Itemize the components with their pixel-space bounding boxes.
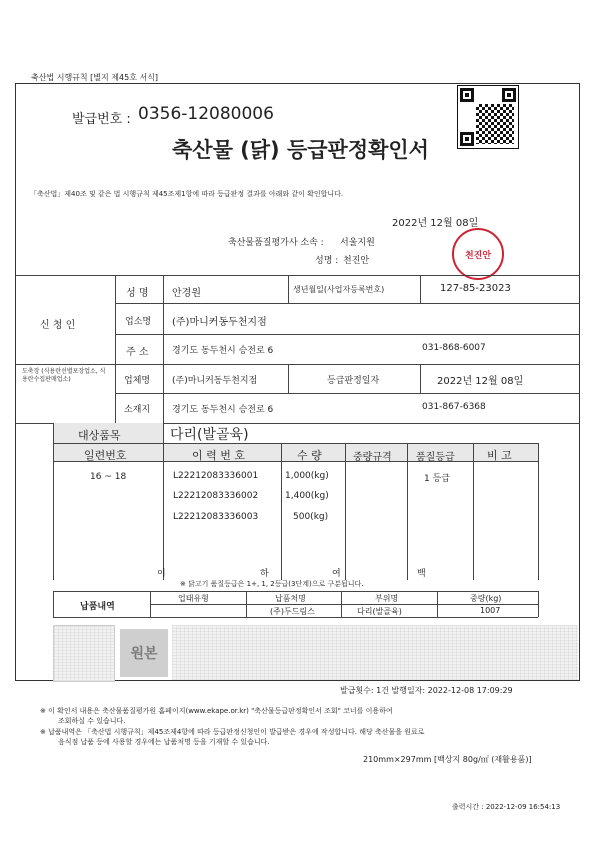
target-item-label: 대상품목 (78, 429, 121, 442)
regulation-reference: 축산법 시행규칙 [별지 제45호 서식] (31, 73, 159, 82)
applicant-company-label: 업소명 (125, 317, 152, 327)
trace-number-1: L22212083336001 (173, 471, 259, 481)
quantity-1: 1,000(kg) (285, 471, 329, 481)
issue-date: 2022년 12월 08일 (392, 218, 479, 229)
slaughter-company: (주)마니커동두천지점 (172, 376, 258, 386)
applicant-address-label: 주 소 (126, 347, 149, 358)
inspector-name: 천진안 (343, 256, 370, 266)
trace-number-2: L22212083336002 (173, 491, 259, 501)
applicant-section-label: 신 청 인 (40, 320, 76, 331)
issue-number: 0356-12080006 (138, 104, 274, 124)
intro-text: 「축산법」제40조 및 같은 법 시행규칙 제45조제1항에 따라 등급판정 결과를 아래와 같이 확인합니다. (30, 190, 344, 198)
grading-date-label: 등급판정일자 (327, 376, 380, 386)
note-3: ※ 납품내역은 「축산법 시행규칙」제45조제4항에 따라 등급판정신청인이 발급받은 경우에 작성합니다. 해당 축산물을 원료로 (40, 728, 425, 736)
applicant-name: 안경원 (172, 288, 201, 299)
grading-date: 2022년 12월 08일 (437, 376, 524, 387)
slaughter-address-label: 소재지 (124, 405, 151, 415)
print-time: 출력시간 : 2022-12-09 16:54:13 (452, 803, 561, 811)
delivery-label: 납품내역 (80, 602, 115, 612)
slaughter-phone: 031-867-6368 (422, 402, 486, 412)
applicant-company: (주)마니커동두천지점 (172, 317, 267, 328)
official-seal-icon: 천진안 (452, 228, 504, 280)
delivery-weight: 1007 (480, 606, 501, 615)
slaughter-company-label: 업체명 (124, 376, 151, 386)
applicant-phone: 031-868-6007 (422, 343, 486, 353)
birth-label: 생년월일(사업자등록번호) (293, 285, 385, 294)
applicant-name-label: 성 명 (126, 288, 149, 299)
inspector-org-label: 축산물품질평가사 소속 : (228, 238, 324, 248)
paper-spec: 210mm×297mm [백상지 80g/㎡ (재활용품)] (363, 755, 532, 764)
col-weight-spec: 중량규격 (353, 452, 392, 463)
document-title: 축산물 (닭) 등급판정확인서 (172, 138, 429, 162)
issue-info: 발급횟수: 1건 발행일자: 2022-12-08 17:09:29 (340, 686, 513, 695)
blank-marker-1: 이 (157, 569, 166, 579)
serial-range: 16 ~ 18 (90, 472, 127, 482)
quantity-3: 500(kg) (293, 512, 329, 522)
security-pattern-main (172, 625, 578, 680)
col-trace: 이 력 번 호 (192, 449, 245, 462)
quantity-2: 1,400(kg) (285, 491, 329, 501)
slaughter-address: 경기도 동두천시 승전로 6 (172, 405, 274, 415)
blank-marker-2: 하 (260, 569, 269, 579)
col-quantity: 수 량 (297, 449, 322, 462)
delivery-destination: (주)두드림스 (270, 607, 315, 616)
qr-code-icon[interactable] (457, 85, 519, 149)
inspector-name-label: 성명 : (315, 256, 339, 266)
delivery-col-weight: 중량(kg) (470, 594, 502, 603)
issue-number-label: 발급번호 : (72, 112, 131, 127)
business-number: 127-85-23023 (440, 283, 511, 294)
delivery-col-destination: 납품처명 (275, 594, 306, 603)
delivery-col-type: 업태유형 (178, 594, 209, 603)
note-1: ※ 이 확인서 내용은 축산물품질평가원 홈페이지(www.ekape.or.kr) "축산물등급판정확인서 조회" 코너를 이용하여 (40, 707, 393, 715)
inspector-org: 서울지원 (340, 238, 375, 248)
col-serial: 일련번호 (84, 449, 127, 462)
col-remarks: 비 고 (487, 449, 512, 462)
blank-marker-4: 백 (417, 569, 426, 579)
blank-marker-3: 여 (332, 569, 341, 579)
applicant-address: 경기도 동두천시 승전로 6 (172, 346, 274, 356)
verification-stamp-icon: 원본 (120, 629, 168, 677)
note-2: 조회하실 수 있습니다. (58, 717, 126, 725)
grade-note: ※ 닭고기 품질등급은 1+, 1, 2등급(3단계)으로 구분됩니다. (180, 580, 364, 588)
target-item-value: 다리(발골육) (170, 427, 249, 443)
delivery-part: 다리(발골육) (357, 607, 402, 616)
slaughter-section-label: 도축장 (식용란선별포장업소, 식용란수집판매업소) (22, 368, 106, 383)
trace-number-3: L22212083336003 (173, 512, 259, 522)
delivery-col-part: 부위명 (375, 594, 399, 603)
quality-grade: 1 등급 (424, 474, 450, 484)
col-quality-grade: 품질등급 (416, 452, 455, 463)
note-4: 음식점 납품 등에 사용할 경우에는 납품처명 등을 기재할 수 있습니다. (58, 738, 270, 746)
security-pattern (53, 625, 115, 682)
